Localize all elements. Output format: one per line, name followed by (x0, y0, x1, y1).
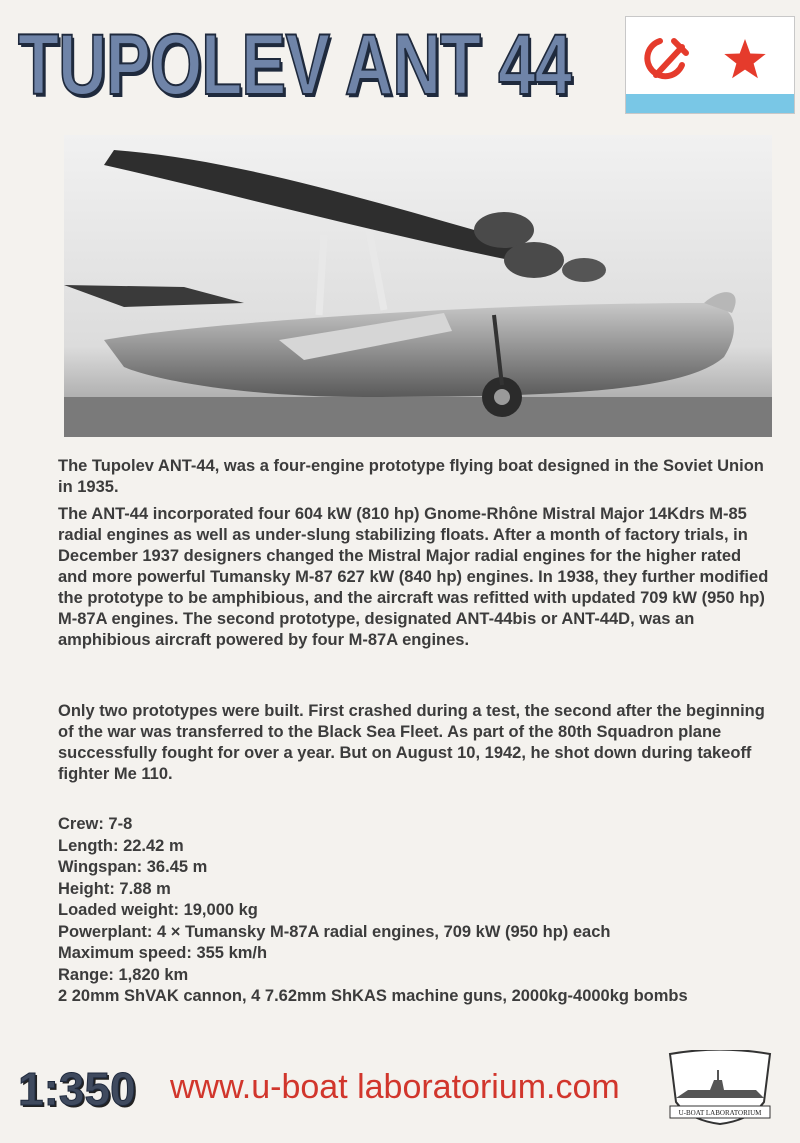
spec-armament: 2 20mm ShVAK cannon, 4 7.62mm ShKAS machine guns, 2000kg-4000kg bombs (58, 987, 688, 1005)
red-star-icon (724, 39, 765, 78)
website-url: www.u-boat laboratorium.com (170, 1068, 620, 1106)
spec-loaded-weight: Loaded weight: 19,000 kg (58, 901, 258, 919)
spec-range: Range: 1,820 km (58, 965, 189, 984)
naval-flag (625, 16, 795, 114)
spec-crew: Crew: 7-8 (58, 815, 133, 833)
spec-wingspan: Wingspan: 36.45 m (58, 858, 208, 876)
engines-paragraph: The ANT-44 incorporated four 604 kW (810 hp) Gnome-Rhône Mistral Major 14Kdrs M-85 radial engines as well as under-slung stabilizing floats. After a month of factory trials, in December 1937 designers changed the Mistral Major radial engines for the higher rated and more powerful Tumansky M-87 627 kW (840 hp) engines. In 1938, they further modified the prototype to be amphibious, and the aircraft was refitted with updated 709 kW (950 hp) M-87A engines. The second prototype, designated ANT-44bis or ANT-44D, was an amphibious aircraft powered by four M-87A engines. (58, 505, 769, 649)
scale-label: 1:350 (18, 1063, 136, 1115)
flag-emblems (626, 17, 794, 94)
flag-blue-stripe (626, 94, 794, 113)
page-title: TUPOLEV ANT 44 (18, 17, 572, 113)
intro-paragraph: The Tupolev ANT-44, was a four-engine prototype flying boat designed in the Soviet Union in 1935. (58, 457, 764, 496)
spec-max-speed: Maximum speed: 355 km/h (58, 944, 268, 962)
spec-length: Length: 22.42 m (58, 836, 184, 855)
hammer-and-sickle-icon (647, 41, 686, 76)
logo-text: U-BOAT LABORATORIUM (678, 1109, 762, 1117)
spec-powerplant: Powerplant: 4 × Tumansky M-87A radial engines, 709 kW (950 hp) each (58, 922, 611, 941)
spec-height: Height: 7.88 m (58, 879, 171, 898)
specifications-list (58, 814, 758, 1008)
history-paragraph: Only two prototypes were built. First crashed during a test, the second after the beginning of the war was transferred to the Black Sea Fleet. As part of the 80th Squadron plane successfully fought for over a year. But on August 10, 1942, he shot down during takeoff fighter Me 110. (58, 702, 765, 783)
submarine-logo-icon (664, 1050, 776, 1126)
flying-boat-photo (64, 135, 772, 437)
